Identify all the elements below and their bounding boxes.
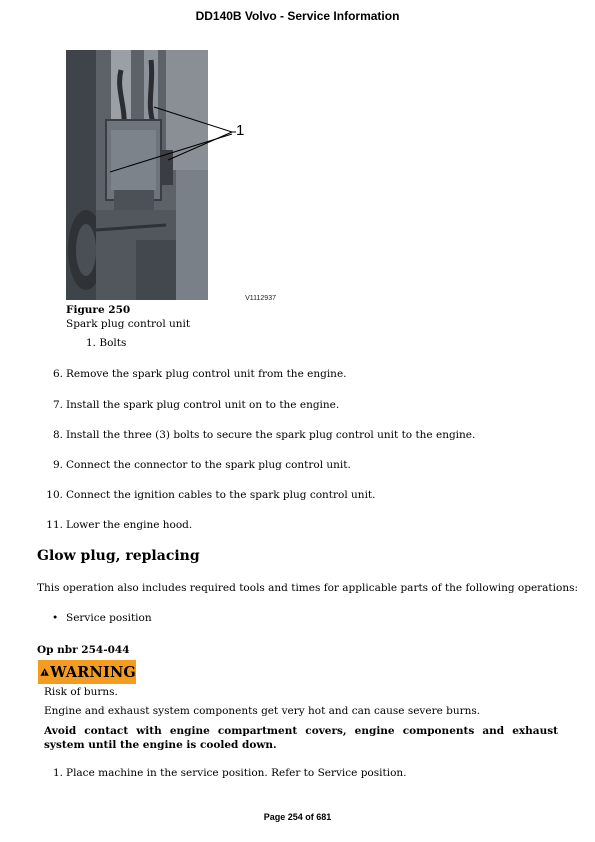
step-number: 7. <box>52 399 63 411</box>
warning-line-3: Avoid contact with engine compartment covers, engine components and exhaust system until the engine is cooled down. <box>44 725 558 751</box>
warning-triangle-icon <box>40 662 49 682</box>
step-number: 1. <box>52 767 63 779</box>
callout-lines <box>66 50 278 302</box>
step-text: Lower the engine hood. <box>66 519 193 531</box>
op-number: Op nbr 254-044 <box>37 644 130 656</box>
step-text: Remove the spark plug control unit from the engine. <box>66 368 347 380</box>
step-text: Connect the connector to the spark plug control unit. <box>66 459 351 471</box>
warning-line-2: Engine and exhaust system components get very hot and can cause severe burns. <box>44 705 481 717</box>
warning-label: WARNING <box>50 663 136 681</box>
figure-legend-item: 1. Bolts <box>86 337 127 349</box>
step-text: Install the three (3) bolts to secure the spark plug control unit to the engine. <box>66 429 476 441</box>
step-text: Place machine in the service position. Refer to Service position. <box>66 767 407 779</box>
callout-number: 1 <box>236 122 245 139</box>
figure-caption: Spark plug control unit <box>66 318 191 330</box>
bullet-item: Service position <box>66 612 152 624</box>
step-number: 10. <box>46 489 63 501</box>
figure-label: Figure 250 <box>66 304 131 316</box>
bullet-icon: • <box>52 612 59 624</box>
step-number: 9. <box>52 459 63 471</box>
step-number: 6. <box>52 368 63 380</box>
figure-code: V1112937 <box>245 295 276 302</box>
section-intro: This operation also includes required tools and times for applicable parts of the following operations: <box>37 582 579 594</box>
section-heading: Glow plug, replacing <box>37 548 200 564</box>
step-number: 11. <box>46 519 63 531</box>
step-number: 8. <box>52 429 63 441</box>
page-footer: Page 254 of 681 <box>263 812 332 822</box>
step-text: Install the spark plug control unit on to the engine. <box>66 399 340 411</box>
warning-banner <box>38 660 136 684</box>
figure-250 <box>66 50 278 302</box>
warning-line-1: Risk of burns. <box>44 686 118 698</box>
step-text: Connect the ignition cables to the spark plug control unit. <box>66 489 376 501</box>
document-header: DD140B Volvo - Service Information <box>195 9 400 23</box>
